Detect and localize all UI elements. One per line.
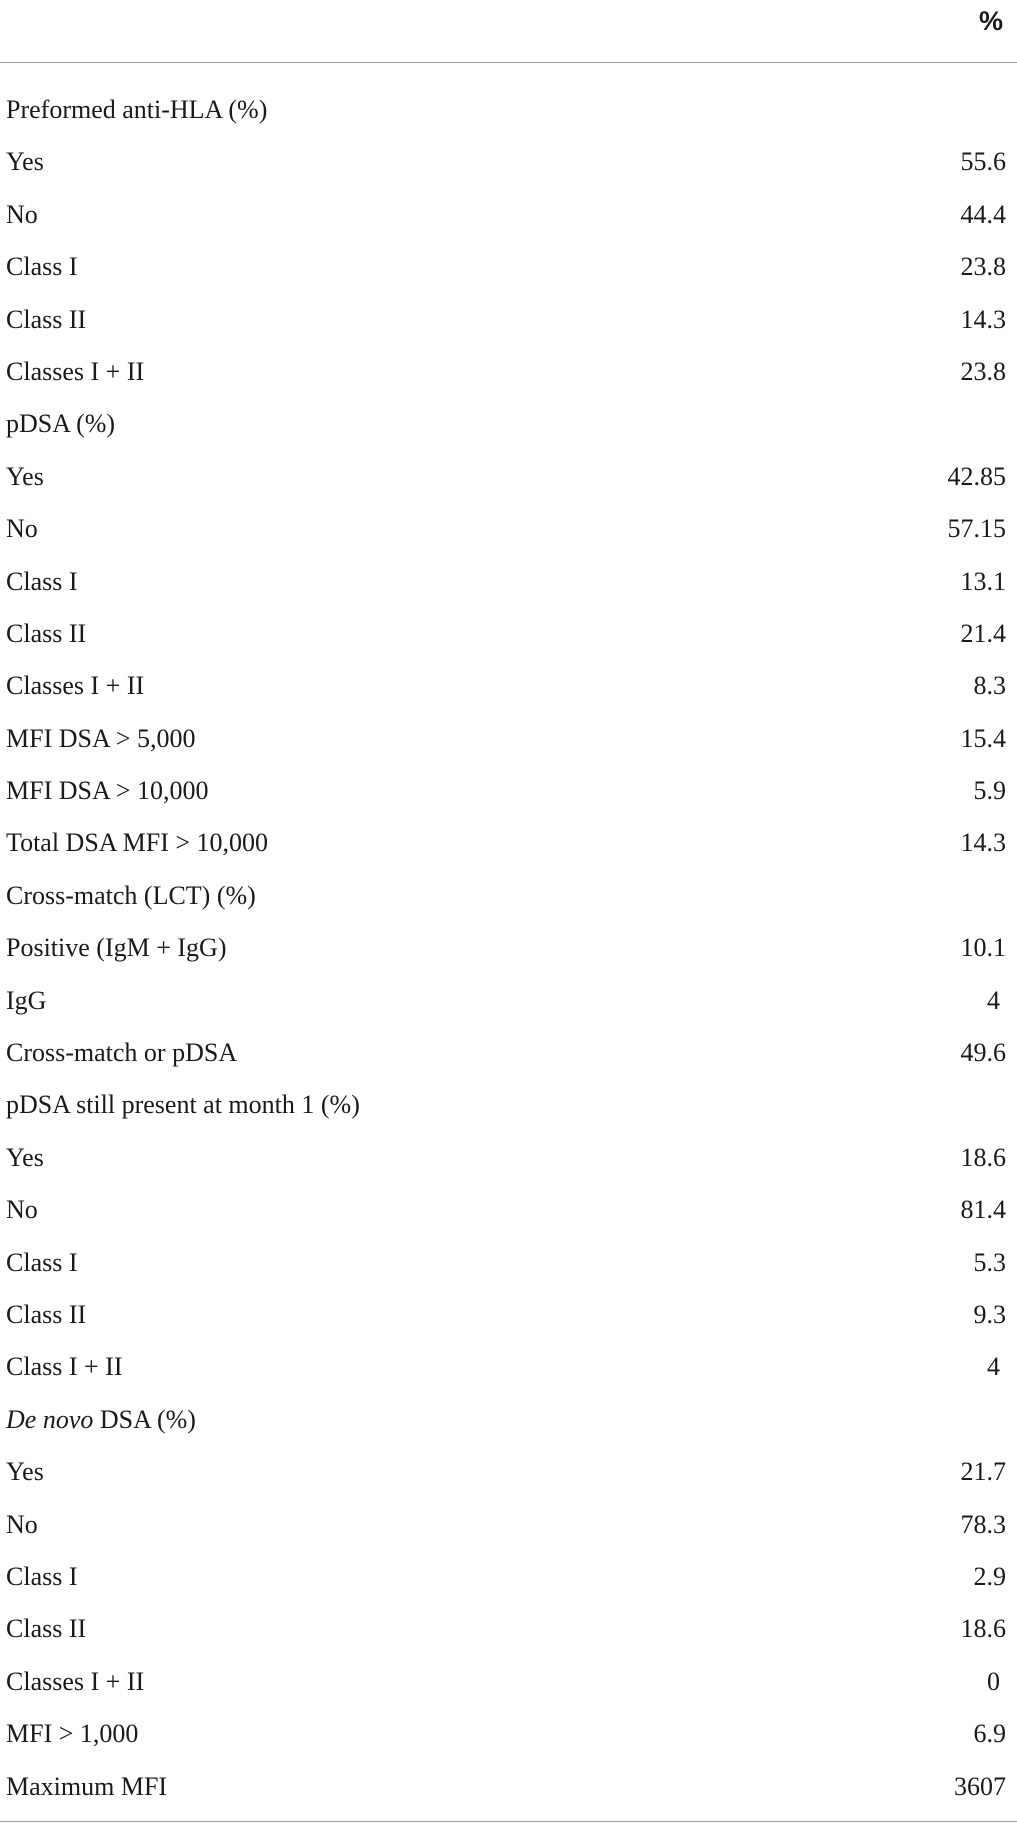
- table-row: [0, 1708, 1017, 1760]
- row-label: No: [6, 514, 38, 544]
- row-label: Total DSA MFI > 10,000: [6, 828, 269, 858]
- table-row: [0, 84, 1017, 136]
- table-row: [0, 765, 1017, 817]
- row-value: 42.85: [947, 461, 1006, 491]
- row-label: Classes I + II: [6, 1666, 145, 1696]
- table-row: [0, 1237, 1017, 1289]
- table-row: [0, 1603, 1017, 1655]
- row-value: 49.6: [960, 1038, 1006, 1068]
- table-row: [0, 1132, 1017, 1184]
- row-label: Class I: [6, 1561, 78, 1591]
- row-label: IgG: [6, 985, 47, 1015]
- table-row: [0, 1761, 1017, 1813]
- row-label: pDSA still present at month 1 (%): [6, 1090, 360, 1120]
- row-value: 0: [987, 1666, 1000, 1696]
- table-row: [0, 1656, 1017, 1708]
- row-label: Class II: [6, 1299, 87, 1329]
- row-label-italic: De novo: [6, 1404, 94, 1434]
- table-row: [0, 503, 1017, 555]
- table-row: [0, 870, 1017, 922]
- row-label: No: [6, 1195, 38, 1225]
- row-value: 5.9: [973, 776, 1006, 806]
- row-label: Maximum MFI: [6, 1771, 168, 1801]
- table-body: [0, 63, 1017, 1813]
- row-label: Class II: [6, 1614, 87, 1644]
- row-label: Class I: [6, 566, 78, 596]
- row-label: pDSA (%): [6, 409, 116, 439]
- table-row: [0, 1079, 1017, 1131]
- table-row: [0, 189, 1017, 241]
- row-value: 3607: [954, 1771, 1006, 1801]
- table-row: [0, 922, 1017, 974]
- table-row: [0, 1394, 1017, 1446]
- row-label: Positive (IgM + IgG): [6, 933, 227, 963]
- table-row: [0, 241, 1017, 293]
- table-row: [0, 1499, 1017, 1551]
- row-label: Class I: [6, 252, 78, 282]
- table-row: [0, 1289, 1017, 1341]
- row-value: 23.8: [960, 252, 1006, 282]
- row-label: Class I: [6, 1247, 78, 1277]
- row-value: 14.3: [960, 304, 1006, 334]
- row-value: 9.3: [973, 1299, 1006, 1329]
- table-row: [0, 713, 1017, 765]
- row-value: 4: [987, 1352, 1000, 1382]
- row-label-text: DSA (%): [93, 1404, 196, 1434]
- row-label: Classes I + II: [6, 356, 145, 386]
- row-label: Cross-match (LCT) (%): [6, 880, 256, 910]
- row-value: 78.3: [960, 1509, 1006, 1539]
- row-value: 21.4: [960, 618, 1006, 648]
- row-label: No: [6, 199, 38, 229]
- row-value: 15.4: [960, 723, 1006, 753]
- row-label: Yes: [6, 1142, 44, 1172]
- row-label: Class I + II: [6, 1352, 123, 1382]
- row-label: Classes I + II: [6, 671, 145, 701]
- table-row: [0, 136, 1017, 188]
- row-value: 8.3: [973, 671, 1006, 701]
- row-label: Yes: [6, 461, 44, 491]
- table-row: [0, 556, 1017, 608]
- table-row: [0, 294, 1017, 346]
- row-value: 44.4: [960, 199, 1006, 229]
- table-row: [0, 608, 1017, 660]
- table-row: [0, 1184, 1017, 1236]
- table-row: [0, 451, 1017, 503]
- row-value: 18.6: [960, 1142, 1006, 1172]
- table-header: [0, 0, 1017, 63]
- table-row: [0, 1551, 1017, 1603]
- percent-column-header: %: [978, 6, 1003, 36]
- row-label: Yes: [6, 1457, 44, 1487]
- row-label: MFI > 1,000: [6, 1719, 139, 1749]
- row-value: 2.9: [973, 1561, 1006, 1591]
- table-row: [0, 975, 1017, 1027]
- row-label: MFI DSA > 5,000: [6, 723, 196, 753]
- row-value: 55.6: [960, 147, 1006, 177]
- table-row: [0, 660, 1017, 712]
- table-row: [0, 346, 1017, 398]
- row-value: 5.3: [973, 1247, 1006, 1277]
- row-value: 13.1: [960, 566, 1006, 596]
- row-label: No: [6, 1509, 38, 1539]
- row-value: 81.4: [960, 1195, 1006, 1225]
- row-label: Yes: [6, 147, 44, 177]
- row-label: [6, 1394, 196, 1446]
- row-label: Preformed anti-HLA (%): [6, 95, 268, 124]
- table-row: [0, 1446, 1017, 1498]
- row-label: Class II: [6, 304, 87, 334]
- row-value: 23.8: [960, 356, 1006, 386]
- row-label: Cross-match or pDSA: [6, 1038, 238, 1068]
- row-value: 57.15: [947, 514, 1006, 544]
- row-value: 18.6: [960, 1614, 1006, 1644]
- row-value: 14.3: [960, 828, 1006, 858]
- row-value: 6.9: [973, 1719, 1006, 1749]
- row-value: 21.7: [960, 1457, 1006, 1487]
- table-row: [0, 817, 1017, 869]
- table-row: [0, 398, 1017, 450]
- table-row: [0, 1341, 1017, 1393]
- row-value: 4: [987, 985, 1000, 1015]
- row-value: 10.1: [960, 933, 1006, 963]
- table-row: [0, 1027, 1017, 1079]
- row-label: Class II: [6, 618, 87, 648]
- bottom-rule: [0, 1821, 1017, 1822]
- row-label: MFI DSA > 10,000: [6, 776, 209, 806]
